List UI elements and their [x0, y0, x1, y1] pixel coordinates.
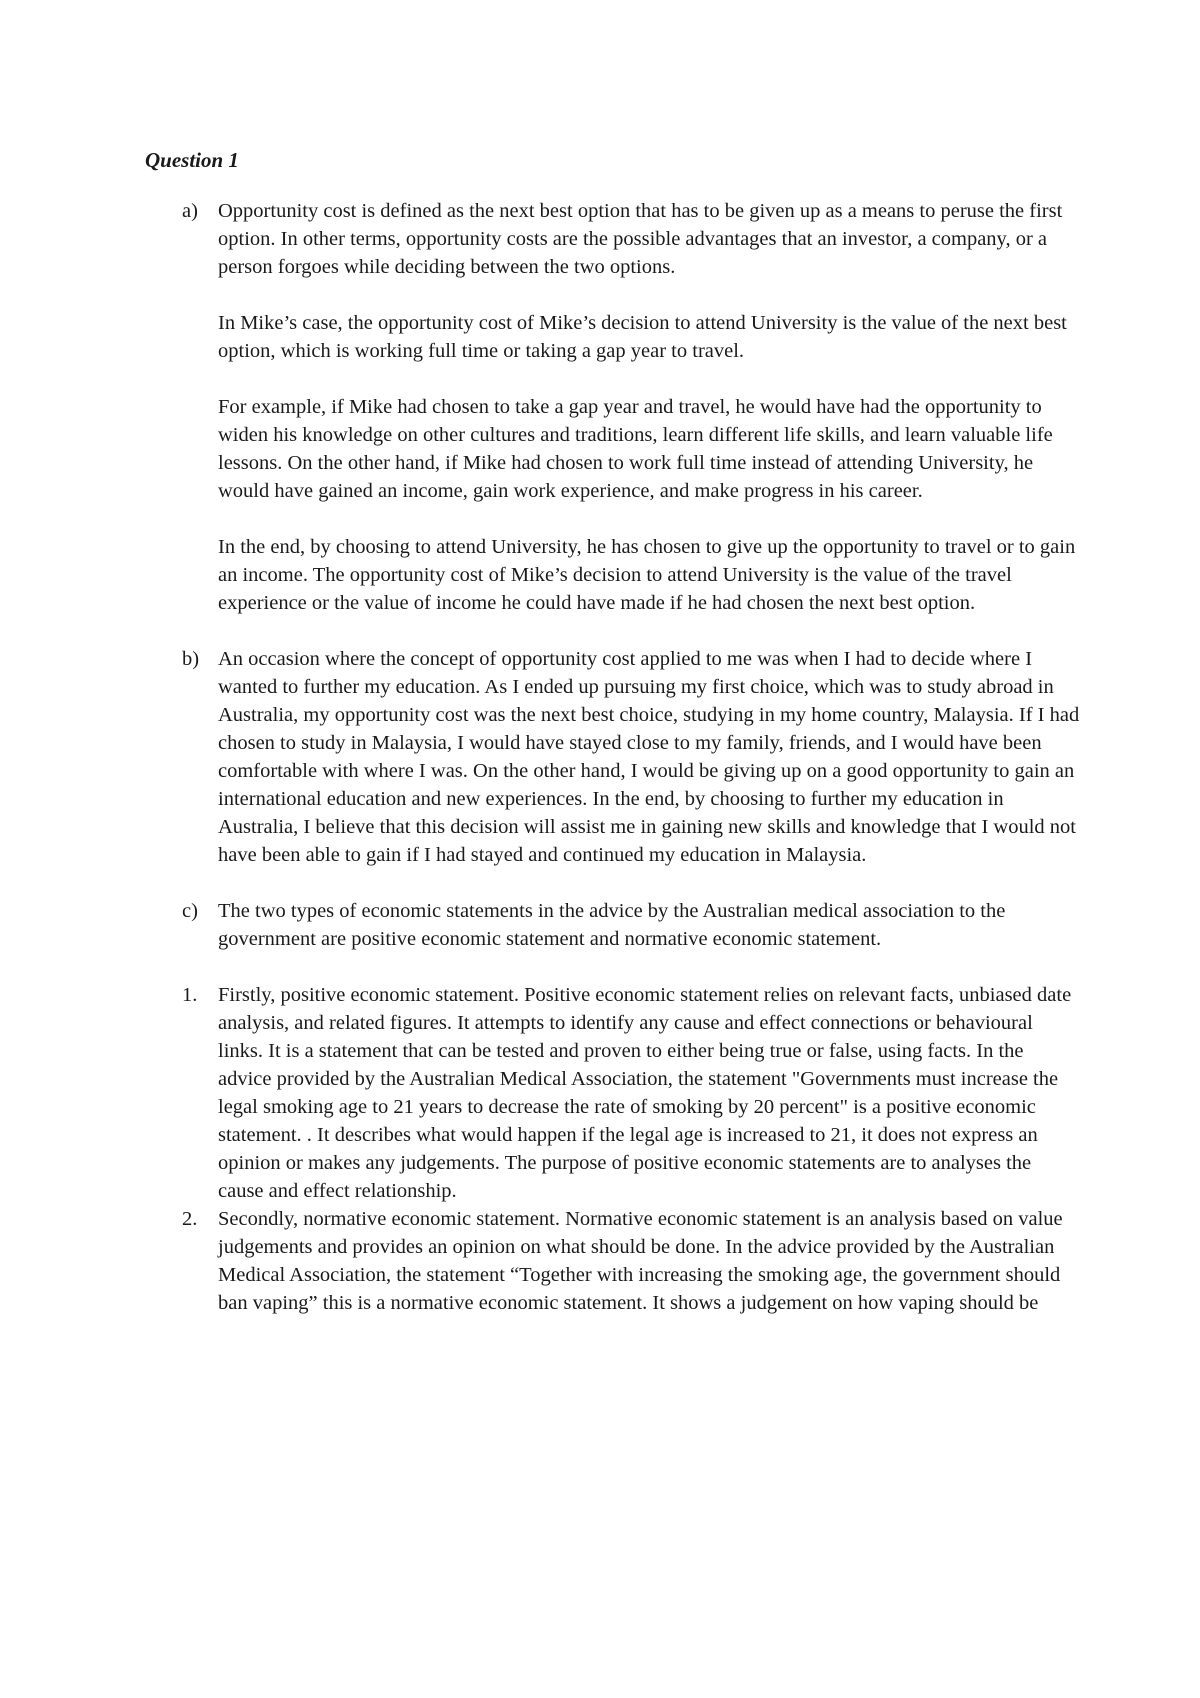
part-a-paragraph-2: In Mike’s case, the opportunity cost of Mike’s decision to attend University is the value of the next best option, which is working full time or taking a gap year to travel.: [218, 312, 1067, 362]
part-b-paragraph: An occasion where the concept of opportunity cost applied to me was when I had to decide where I wanted to further my education. As I ended up pursuing my first choice, which was to study abroad in Australia, my opportunity cost was the next best choice, studying in my home country, Malaysia. If I had chosen to study in Malaysia, I would have stayed close to my family, friends, and I would have been comfortable with where I was. On the other hand, I would be giving up on a good opportunity to gain an international education and new experiences. In the end, by choosing to further my education in Australia, I believe that this decision will assist me in gaining new skills and knowledge that I would not have been able to gain if I had stayed and continued my education in Malaysia.: [218, 648, 1080, 866]
numbered-item-2-paragraph: Secondly, normative economic statement. Normative economic statement is an analysis based on value judgements and provides an opinion on what should be done. In the advice provided by the Australian Medical Association, the statement “Together with increasing the smoking age, the government should ban vaping” this is a normative economic statement. It shows a judgement on how vaping should be: [218, 1208, 1063, 1314]
part-a: [145, 197, 1080, 617]
part-c-paragraph: The two types of economic statements in the advice by the Australian medical association to the government are positive economic statement and normative economic statement.: [218, 900, 1006, 950]
part-c: [145, 897, 1080, 953]
numbered-item-2: [145, 1205, 1080, 1317]
numbered-item-1-marker: 1.: [182, 984, 198, 1006]
part-a-paragraph-1: Opportunity cost is defined as the next best option that has to be given up as a means to peruse the first option. In other terms, opportunity costs are the possible advantages that an investor, a company, or a person forgoes while deciding between the two options.: [218, 200, 1063, 278]
question-heading: Question 1: [145, 148, 239, 172]
part-c-marker: c): [182, 900, 198, 922]
numbered-item-1: [145, 981, 1080, 1205]
numbered-item-1-paragraph: Firstly, positive economic statement. Positive economic statement relies on relevant facts, unbiased date analysis, and related figures. It attempts to identify any cause and effect connections or behavioural links. It is a statement that can be tested and proven to either being true or false, using facts. In the advice provided by the Australian Medical Association, the statement "Governments must increase the legal smoking age to 21 years to decrease the rate of smoking by 20 percent" is a positive economic statement. . It describes what would happen if the legal age is increased to 21, it does not express an opinion or makes any judgements. The purpose of positive economic statements are to analyses the cause and effect relationship.: [218, 984, 1072, 1202]
part-a-paragraph-4: In the end, by choosing to attend University, he has chosen to give up the opportunity to travel or to gain an income. The opportunity cost of Mike’s decision to attend University is the value of the travel experience or the value of income he could have made if he had chosen the next best option.: [218, 536, 1076, 614]
part-b-marker: b): [182, 648, 200, 670]
part-a-paragraph-3: For example, if Mike had chosen to take a gap year and travel, he would have had the opportunity to widen his knowledge on other cultures and traditions, learn different life skills, and learn valuable life lessons. On the other hand, if Mike had chosen to work full time instead of attending University, he would have gained an income, gain work experience, and make progress in his career.: [218, 396, 1053, 502]
numbered-item-2-marker: 2.: [182, 1208, 198, 1230]
part-b: [145, 645, 1080, 869]
part-a-marker: a): [182, 200, 198, 222]
